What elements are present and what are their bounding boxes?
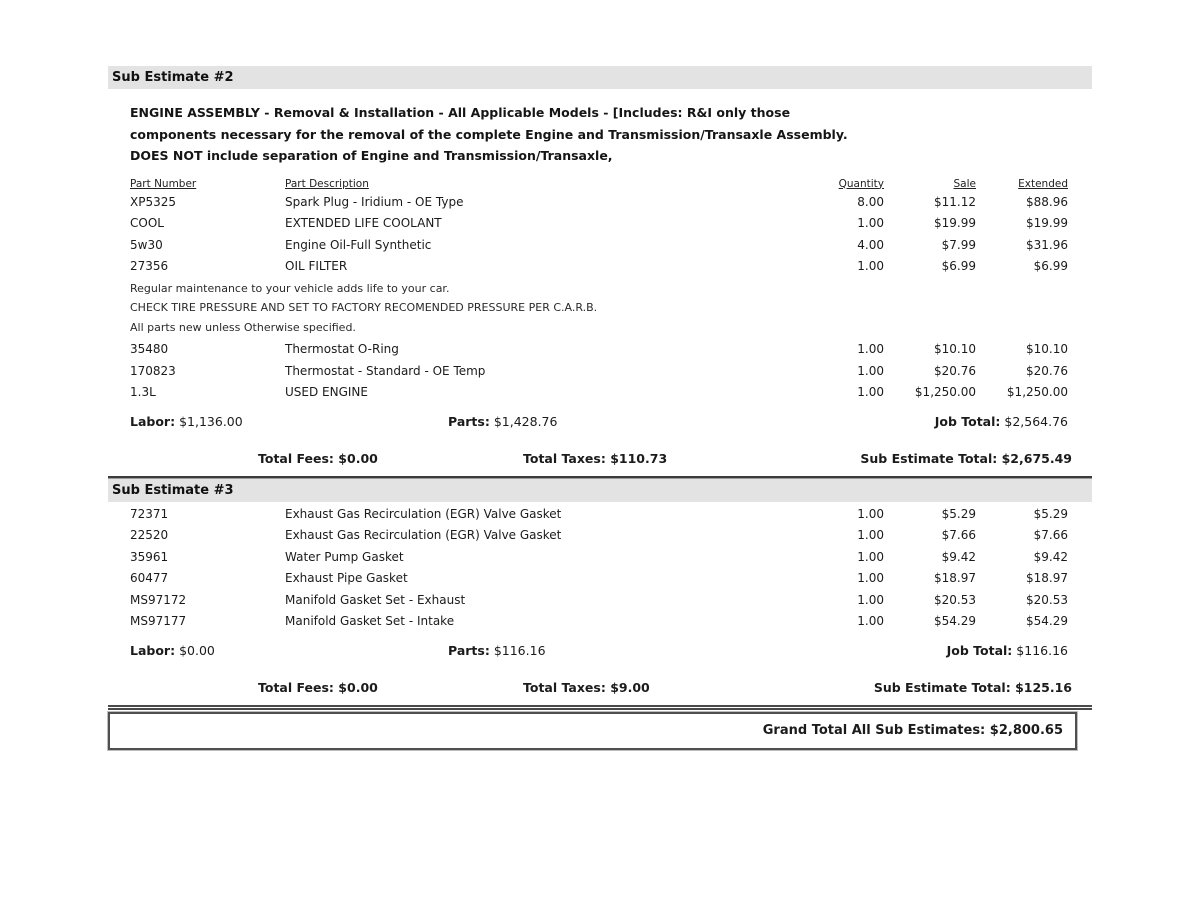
part-row: [108, 256, 1092, 278]
part-row: [108, 568, 1092, 590]
total-taxes: Total Taxes: $110.73: [523, 450, 668, 466]
part-description-cell: Exhaust Gas Recirculation (EGR) Valve Gasket: [285, 528, 562, 542]
part-number-cell: 27356: [130, 259, 169, 273]
quantity-cell: 1.00: [857, 549, 884, 564]
job-description: [130, 102, 1092, 167]
extended-cell: $31.96: [1026, 237, 1068, 252]
note-line: CHECK TIRE PRESSURE AND SET TO FACTORY RECOMENDED PRESSURE PER C.A.R.B.: [130, 301, 598, 314]
sub-estimate-2-header: Sub Estimate #2: [108, 66, 1092, 89]
extended-cell: $54.29: [1026, 614, 1068, 628]
quantity-cell: 1.00: [857, 363, 884, 378]
total-fees: Total Fees: $0.00: [258, 679, 378, 695]
quantity-cell: 1.00: [857, 592, 884, 607]
quantity-cell: 1.00: [857, 342, 884, 356]
sub-estimate-total: Sub Estimate Total: $2,675.49: [860, 450, 1072, 466]
quantity-cell: 1.00: [857, 571, 884, 585]
part-number-cell: 170823: [130, 363, 176, 378]
part-description-cell: Manifold Gasket Set - Intake: [285, 614, 455, 628]
extended-cell: $6.99: [1033, 259, 1068, 273]
grand-total-divider: [108, 705, 1092, 710]
part-row: [108, 192, 1092, 214]
sale-cell: $10.10: [934, 342, 976, 356]
extended-cell: $10.10: [1026, 342, 1068, 356]
col-header-sale: Sale: [953, 177, 976, 190]
sale-cell: $5.29: [941, 506, 976, 521]
labor-total: Labor: $0.00: [130, 642, 215, 658]
estimate-document: [108, 66, 1092, 750]
part-row: [108, 590, 1092, 612]
part-description-cell: USED ENGINE: [285, 385, 368, 399]
total-fees: Total Fees: $0.00: [258, 450, 378, 466]
total-taxes: Total Taxes: $9.00: [523, 679, 650, 695]
job-total: Job Total: $2,564.76: [934, 413, 1068, 429]
sale-cell: $1,250.00: [914, 385, 976, 399]
part-number-cell: MS97177: [130, 614, 187, 628]
sale-cell: $7.66: [941, 528, 976, 542]
sale-cell: $20.53: [934, 592, 976, 607]
part-number-cell: 5w30: [130, 237, 163, 252]
extended-cell: $20.76: [1026, 363, 1068, 378]
job-totals-row: [108, 411, 1092, 433]
part-number-cell: 35961: [130, 549, 169, 564]
part-row: [108, 235, 1092, 257]
grand-total-value: $2,800.65: [989, 723, 1063, 738]
part-number-cell: MS97172: [130, 592, 187, 607]
extended-cell: $20.53: [1026, 592, 1068, 607]
parts-total: Parts: $1,428.76: [448, 413, 558, 429]
quantity-cell: 1.00: [857, 528, 884, 542]
quantity-cell: 8.00: [857, 194, 884, 209]
quantity-cell: 4.00: [857, 237, 884, 252]
part-number-cell: 35480: [130, 342, 169, 356]
part-row: [108, 504, 1092, 526]
part-row: [108, 382, 1092, 404]
sub-estimate-total: Sub Estimate Total: $125.16: [873, 679, 1072, 695]
extended-cell: $7.66: [1033, 528, 1068, 542]
sale-cell: $19.99: [934, 216, 976, 230]
quantity-cell: 1.00: [857, 259, 884, 273]
part-number-cell: 60477: [130, 571, 169, 585]
sale-cell: $11.12: [934, 194, 976, 209]
sub-estimate-summary-row: [108, 448, 1092, 470]
part-description-cell: Spark Plug - Iridium - OE Type: [285, 194, 464, 209]
part-row: [108, 213, 1092, 235]
col-header-quantity: Quantity: [838, 177, 884, 190]
parts-table-header: [108, 176, 1092, 192]
extended-cell: $5.29: [1033, 506, 1068, 521]
quantity-cell: 1.00: [857, 506, 884, 521]
col-header-extended: Extended: [1018, 177, 1068, 190]
sale-cell: $7.99: [941, 237, 976, 252]
parts-total: Parts: $116.16: [448, 642, 546, 658]
quantity-cell: 1.00: [857, 216, 884, 230]
part-row: [108, 611, 1092, 633]
sub-estimate-3-header: Sub Estimate #3: [108, 479, 1092, 502]
col-header-part-number: Part Number: [130, 177, 197, 190]
sale-cell: $9.42: [941, 549, 976, 564]
part-description-cell: Thermostat - Standard - OE Temp: [285, 363, 486, 378]
col-header-part-description: Part Description: [285, 177, 369, 190]
part-description-cell: Exhaust Gas Recirculation (EGR) Valve Gasket: [285, 506, 562, 521]
part-description-cell: Manifold Gasket Set - Exhaust: [285, 592, 466, 607]
part-number-cell: COOL: [130, 216, 164, 230]
grand-total-label: Grand Total All Sub Estimates:: [762, 723, 986, 738]
part-description-cell: EXTENDED LIFE COOLANT: [285, 216, 442, 230]
extended-cell: $9.42: [1033, 549, 1068, 564]
quantity-cell: 1.00: [857, 385, 884, 399]
note-line: Regular maintenance to your vehicle adds life to your car.: [130, 281, 450, 295]
extended-cell: $1,250.00: [1006, 385, 1068, 399]
job-description-line: DOES NOT include separation of Engine and Transmission/Transaxle,: [130, 148, 613, 163]
sale-cell: $54.29: [934, 614, 976, 628]
extended-cell: $88.96: [1026, 194, 1068, 209]
part-row: [108, 547, 1092, 569]
sub-estimate-2-section: [108, 66, 1092, 479]
job-totals-row: [108, 640, 1092, 662]
grand-total-box: [108, 712, 1077, 750]
part-description-cell: Water Pump Gasket: [285, 549, 404, 564]
part-row: [108, 525, 1092, 547]
part-number-cell: 72371: [130, 506, 169, 521]
extended-cell: $18.97: [1026, 571, 1068, 585]
part-number-cell: XP5325: [130, 194, 176, 209]
sale-cell: $18.97: [934, 571, 976, 585]
job-description-line: ENGINE ASSEMBLY - Removal & Installation - All Applicable Models - [Includes: R&I only those: [130, 105, 791, 120]
notes-block: [108, 279, 1092, 338]
labor-total: Labor: $1,136.00: [130, 413, 243, 429]
sale-cell: $6.99: [941, 259, 976, 273]
sale-cell: $20.76: [934, 363, 976, 378]
job-total: Job Total: $116.16: [946, 642, 1068, 658]
part-number-cell: 1.3L: [130, 385, 156, 399]
part-description-cell: Exhaust Pipe Gasket: [285, 571, 408, 585]
sub-estimate-summary-row: [108, 677, 1092, 699]
part-description-cell: Thermostat O-Ring: [285, 342, 399, 356]
part-row: [108, 339, 1092, 361]
part-row: [108, 361, 1092, 383]
job-description-line: components necessary for the removal of the complete Engine and Transmission/Transaxle Assembly.: [130, 126, 848, 142]
sub-estimate-3-section: [108, 479, 1092, 710]
extended-cell: $19.99: [1026, 216, 1068, 230]
part-description-cell: Engine Oil-Full Synthetic: [285, 237, 432, 252]
quantity-cell: 1.00: [857, 614, 884, 628]
part-number-cell: 22520: [130, 528, 169, 542]
note-line: All parts new unless Otherwise specified.: [130, 320, 356, 334]
part-description-cell: OIL FILTER: [285, 259, 348, 273]
